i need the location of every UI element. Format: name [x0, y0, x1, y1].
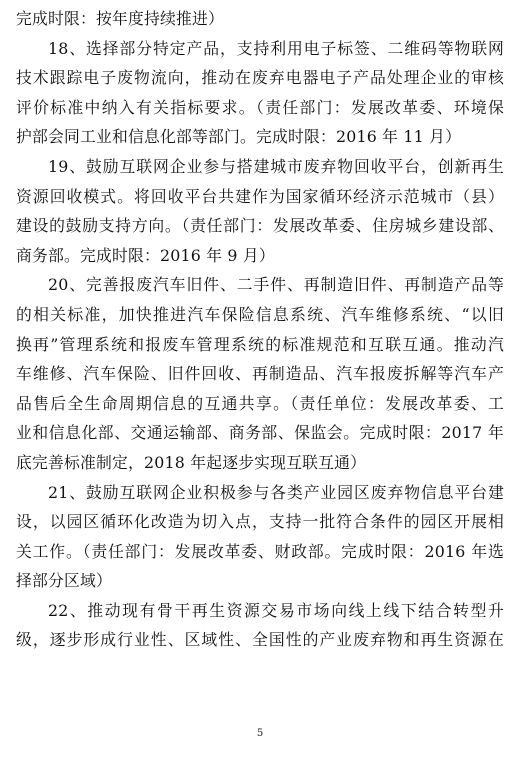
paragraph-20-start: 20、完善报废汽车旧件、二手件、再制造旧件、再制造产品等 [48, 275, 504, 295]
text-line: 护部会同工业和信息化部等部门。完成时限：2016 年 11 月） [16, 127, 462, 147]
text-line: 资源回收模式。将回收平台共建作为国家循环经济示范城市（县） [16, 186, 504, 206]
text-line: 品售后全生命周期信息的互通共享。（责任单位：发展改革委、工 [16, 393, 504, 413]
paragraph-18-start: 18、选择部分特定产品，支持利用电子标签、二维码等物联网 [48, 38, 504, 58]
text-line: 择部分区域） [16, 571, 112, 591]
document-body [16, 4, 504, 655]
text-line: 设，以园区循环化改造为切入点，支持一批符合条件的园区开展相 [16, 512, 504, 532]
text-line: 商务部。完成时限：2016 年 9 月） [16, 245, 275, 265]
text-line: 级，逐步形成行业性、区域性、全国性的产业废弃物和再生资源在 [16, 630, 504, 650]
page-number: 5 [256, 728, 264, 739]
text-line: 建设的鼓励支持方向。（责任部门：发展改革委、住房城乡建设部、 [16, 216, 504, 236]
paragraph-21-start: 21、鼓励互联网企业积极参与各类产业园区废弃物信息平台建 [48, 482, 504, 502]
text-line: 底完善标准制定，2018 年起逐步实现互联互通） [16, 452, 367, 472]
paragraph-19-start: 19、鼓励互联网企业参与搭建城市废弃物回收平台，创新再生 [48, 156, 504, 176]
paragraph-22-start: 22、推动现有骨干再生资源交易市场向线上线下结合转型升 [48, 600, 504, 620]
text-line: 的相关标准，加快推进汽车保险信息系统、汽车维修系统、“以旧 [16, 304, 504, 324]
text-line: 关工作。（责任部门：发展改革委、财政部。完成时限：2016 年选 [16, 541, 504, 561]
text-line: 车维修、汽车保险、旧件回收、再制造品、汽车报废拆解等汽车产 [16, 364, 504, 384]
text-line: 换再”管理系统和报废车管理系统的标准规范和互联互通。推动汽 [16, 334, 504, 354]
text-line: 完成时限：按年度持续推进） [16, 9, 224, 28]
text-line: 技术跟踪电子废物流向，推动在废弃电器电子产品处理企业的审核 [16, 68, 504, 88]
text-line: 评价标准中纳入有关指标要求。（责任部门：发展改革委、环境保 [16, 97, 504, 117]
text-line: 业和信息化部、交通运输部、商务部、保监会。完成时限：2017 年 [16, 423, 504, 443]
